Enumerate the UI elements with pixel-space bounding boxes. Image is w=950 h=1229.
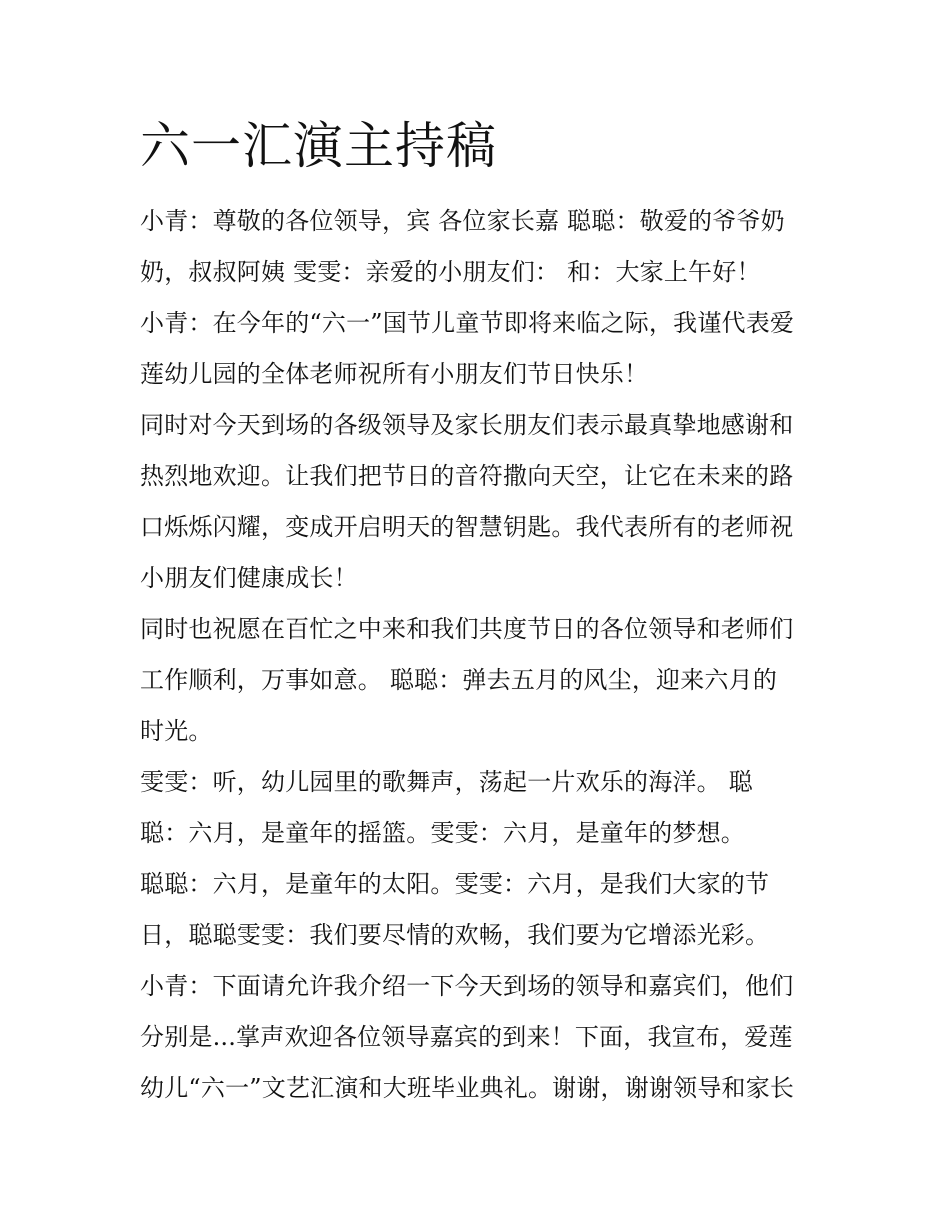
body-line: 小朋友们健康成长！ [140,564,358,592]
body-line: 聪聪：六月，是童年的太阳。雯雯：六月，是我们大家的节 [140,870,770,898]
body-line: 小青：在今年的“六一”国节儿童节即将来临之际，我谨代表爱 [140,309,795,337]
body-line: 雯雯：听，幼儿园里的歌舞声，荡起一片欢乐的海洋。 聪 [140,768,753,796]
body-line: 日，聪聪雯雯：我们要尽情的欢畅，我们要为它增添光彩。 [140,921,770,949]
body-line: 口烁烁闪耀，变成开启明天的智慧钥匙。我代表所有的老师祝 [140,513,794,541]
body-line: 小青：尊敬的各位领导，宾 各位家长嘉 聪聪：敬爱的爷爷奶 [140,207,785,235]
document-body [140,196,840,1114]
body-line: 莲幼儿园的全体老师祝所有小朋友们节日快乐！ [140,360,649,388]
body-line: 小青：下面请允许我介绍一下今天到场的领导和嘉宾们，他们 [140,972,794,1000]
body-line: 奶，叔叔阿姨 雯雯：亲爱的小朋友们： 和：大家上午好！ [140,258,761,286]
document-title: 六一汇演主持稿 [140,117,497,175]
body-line: 同时对今天到场的各级领导及家长朋友们表示最真挚地感谢和 [140,411,794,439]
body-line: 聪：六月，是童年的摇篮。雯雯：六月，是童年的梦想。 [140,819,745,847]
body-line: 工作顺利，万事如意。 聪聪：弹去五月的风尘，迎来六月的 [140,666,778,694]
body-line: 热烈地欢迎。让我们把节日的音符撒向天空，让它在未来的路 [140,462,794,490]
body-line: 同时也祝愿在百忙之中来和我们共度节日的各位领导和老师们 [140,615,794,643]
body-line: 幼儿“六一”文艺汇演和大班毕业典礼。谢谢，谢谢领导和家长 [140,1074,795,1102]
body-line: 时光。 [140,717,213,745]
body-line: 分别是...掌声欢迎各位领导嘉宾的到来！下面，我宣布，爱莲 [140,1023,793,1051]
